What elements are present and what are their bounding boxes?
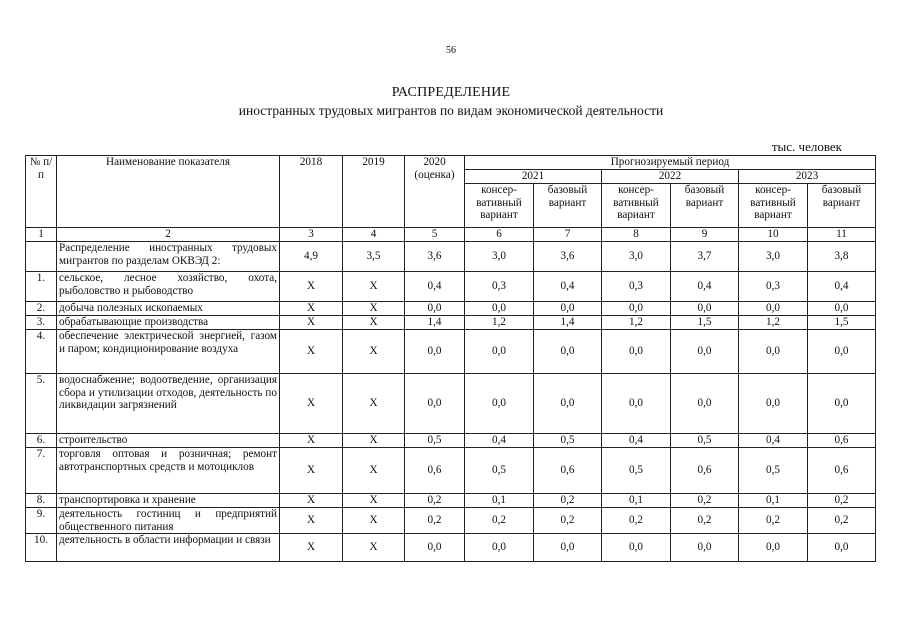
table-row	[26, 434, 876, 448]
row-value: 0,5	[671, 434, 739, 448]
row-value: Х	[343, 448, 405, 494]
header-2022-conservative: консер-вативный вариант	[602, 184, 671, 228]
row-value: 3,0	[739, 242, 808, 272]
row-number: 2.	[26, 302, 57, 316]
row-value: 0,0	[405, 330, 465, 374]
row-name: водоснабжение; водоотведение, организация сбора и утилизации отходов, деятельность по ликвидации загрязнений	[57, 374, 280, 434]
header-2023: 2023	[739, 170, 876, 184]
row-value: 0,5	[405, 434, 465, 448]
row-value: Х	[343, 302, 405, 316]
row-value: Х	[280, 272, 343, 302]
row-value: 3,5	[343, 242, 405, 272]
row-value: 0,1	[465, 494, 534, 508]
row-name: обрабатывающие производства	[57, 316, 280, 330]
page-number: 56	[446, 45, 456, 56]
row-number: 3.	[26, 316, 57, 330]
row-value: 4,9	[280, 242, 343, 272]
row-name: строительство	[57, 434, 280, 448]
row-number	[26, 242, 57, 272]
row-value: 0,0	[534, 302, 602, 316]
table-row	[26, 330, 876, 374]
row-value: 0,0	[534, 374, 602, 434]
row-value: 0,1	[739, 494, 808, 508]
column-number: 8	[602, 228, 671, 242]
row-value: 0,3	[602, 272, 671, 302]
header-2020: 2020 (оценка)	[405, 156, 465, 228]
row-value: 0,0	[808, 302, 876, 316]
header-2019: 2019	[343, 156, 405, 228]
row-value: 1,4	[405, 316, 465, 330]
row-value: Х	[343, 534, 405, 562]
row-value: 0,0	[465, 330, 534, 374]
row-name: обеспечение электрической энергией, газом и паром; кондиционирование воздуха	[57, 330, 280, 374]
row-value: 0,0	[405, 374, 465, 434]
row-value: Х	[280, 302, 343, 316]
row-value: 0,3	[465, 272, 534, 302]
row-value: Х	[343, 330, 405, 374]
row-name: Распределение иностранных трудовых мигрантов по разделам ОКВЭД 2:	[57, 242, 280, 272]
row-value: 1,2	[739, 316, 808, 330]
table-row	[26, 316, 876, 330]
row-value: 0,2	[405, 494, 465, 508]
row-value: 0,2	[534, 494, 602, 508]
row-value: 0,0	[602, 302, 671, 316]
row-value: 3,6	[534, 242, 602, 272]
row-value: 0,0	[465, 534, 534, 562]
row-value: 0,0	[534, 330, 602, 374]
row-value: Х	[280, 434, 343, 448]
row-number: 9.	[26, 508, 57, 534]
column-number: 10	[739, 228, 808, 242]
row-value: 0,6	[808, 448, 876, 494]
header-2021: 2021	[465, 170, 602, 184]
row-value: 0,5	[534, 434, 602, 448]
row-value: 0,0	[739, 534, 808, 562]
column-number: 11	[808, 228, 876, 242]
table-row	[26, 302, 876, 316]
row-number: 10.	[26, 534, 57, 562]
row-value: 1,4	[534, 316, 602, 330]
header-name: Наименование показателя	[57, 156, 280, 228]
row-value: Х	[343, 508, 405, 534]
row-value: 0,0	[602, 534, 671, 562]
row-value: 0,2	[534, 508, 602, 534]
row-number: 8.	[26, 494, 57, 508]
row-value: 0,4	[534, 272, 602, 302]
row-value: 0,0	[739, 330, 808, 374]
row-name: добыча полезных ископаемых	[57, 302, 280, 316]
row-value: 0,2	[671, 494, 739, 508]
table-row	[26, 508, 876, 534]
column-number: 9	[671, 228, 739, 242]
column-number: 5	[405, 228, 465, 242]
row-value: 0,0	[405, 302, 465, 316]
row-value: 0,6	[534, 448, 602, 494]
row-value: 0,6	[808, 434, 876, 448]
row-value: Х	[280, 316, 343, 330]
row-value: 0,6	[671, 448, 739, 494]
row-value: 0,0	[671, 302, 739, 316]
row-value: 0,0	[465, 302, 534, 316]
row-value: Х	[343, 272, 405, 302]
row-value: 0,0	[602, 374, 671, 434]
row-name: торговля оптовая и розничная; ремонт автотранспортных средств и мотоциклов	[57, 448, 280, 494]
row-value: 1,5	[808, 316, 876, 330]
header-2021-base: базовый вариант	[534, 184, 602, 228]
row-value: 1,5	[671, 316, 739, 330]
row-value: Х	[280, 374, 343, 434]
row-value: 0,0	[808, 330, 876, 374]
row-value: 0,2	[405, 508, 465, 534]
row-value: Х	[343, 494, 405, 508]
table-row	[26, 534, 876, 562]
migrants-table	[25, 155, 876, 562]
row-name: деятельность гостиниц и предприятий общественного питания	[57, 508, 280, 534]
row-value: 0,0	[465, 374, 534, 434]
row-value: 0,5	[602, 448, 671, 494]
row-value: 0,6	[405, 448, 465, 494]
header-2018: 2018	[280, 156, 343, 228]
table-row	[26, 272, 876, 302]
row-value: 0,0	[671, 330, 739, 374]
row-value: 0,4	[602, 434, 671, 448]
row-value: 0,5	[739, 448, 808, 494]
row-value: 0,2	[671, 508, 739, 534]
row-name: сельское, лесное хозяйство, охота, рыболовство и рыбоводство	[57, 272, 280, 302]
row-value: 0,0	[808, 374, 876, 434]
row-value: 1,2	[602, 316, 671, 330]
row-value: 0,4	[405, 272, 465, 302]
header-2023-base: базовый вариант	[808, 184, 876, 228]
row-value: 0,2	[808, 494, 876, 508]
header-num: № п/п	[26, 156, 57, 228]
row-value: 0,0	[602, 330, 671, 374]
row-value: 0,1	[602, 494, 671, 508]
row-value: 0,0	[808, 534, 876, 562]
column-number: 3	[280, 228, 343, 242]
row-value: 0,0	[739, 374, 808, 434]
row-value: 0,4	[808, 272, 876, 302]
row-value: Х	[280, 330, 343, 374]
row-value: 0,4	[465, 434, 534, 448]
document-title: РАСПРЕДЕЛЕНИЕ	[391, 85, 511, 100]
row-value: Х	[343, 434, 405, 448]
table-row	[26, 242, 876, 272]
row-value: 0,0	[534, 534, 602, 562]
row-number: 4.	[26, 330, 57, 374]
row-value: 0,4	[739, 434, 808, 448]
row-value: Х	[280, 534, 343, 562]
table-row	[26, 374, 876, 434]
column-number: 6	[465, 228, 534, 242]
row-value: Х	[280, 448, 343, 494]
row-value: 0,0	[671, 534, 739, 562]
row-name: транспортировка и хранение	[57, 494, 280, 508]
row-name: деятельность в области информации и связи	[57, 534, 280, 562]
row-value: 0,5	[465, 448, 534, 494]
unit-label: тыс. человек	[771, 139, 842, 154]
row-value: 0,2	[465, 508, 534, 534]
column-number: 7	[534, 228, 602, 242]
document-subtitle: иностранных трудовых мигрантов по видам экономической деятельности	[238, 103, 664, 118]
row-value: 0,0	[405, 534, 465, 562]
row-value: Х	[280, 494, 343, 508]
header-2022-base: базовый вариант	[671, 184, 739, 228]
row-number: 7.	[26, 448, 57, 494]
row-number: 1.	[26, 272, 57, 302]
header-2022: 2022	[602, 170, 739, 184]
row-value: 3,6	[405, 242, 465, 272]
row-value: 0,0	[671, 374, 739, 434]
row-value: Х	[280, 508, 343, 534]
header-forecast: Прогнозируемый период	[465, 156, 876, 170]
table-row	[26, 494, 876, 508]
row-value: 0,2	[602, 508, 671, 534]
row-value: 3,7	[671, 242, 739, 272]
row-number: 5.	[26, 374, 57, 434]
row-number: 6.	[26, 434, 57, 448]
row-value: 0,2	[808, 508, 876, 534]
header-2021-conservative: консер-вативный вариант	[465, 184, 534, 228]
row-value: 0,4	[671, 272, 739, 302]
row-value: 3,0	[602, 242, 671, 272]
row-value: 0,0	[739, 302, 808, 316]
column-number-row	[26, 228, 876, 242]
row-value: 1,2	[465, 316, 534, 330]
column-number: 4	[343, 228, 405, 242]
column-number: 2	[57, 228, 280, 242]
row-value: 3,8	[808, 242, 876, 272]
row-value: 0,2	[739, 508, 808, 534]
row-value: 3,0	[465, 242, 534, 272]
column-number: 1	[26, 228, 57, 242]
row-value: 0,3	[739, 272, 808, 302]
row-value: Х	[343, 374, 405, 434]
header-2023-conservative: консер-вативный вариант	[739, 184, 808, 228]
table-row	[26, 448, 876, 494]
row-value: Х	[343, 316, 405, 330]
